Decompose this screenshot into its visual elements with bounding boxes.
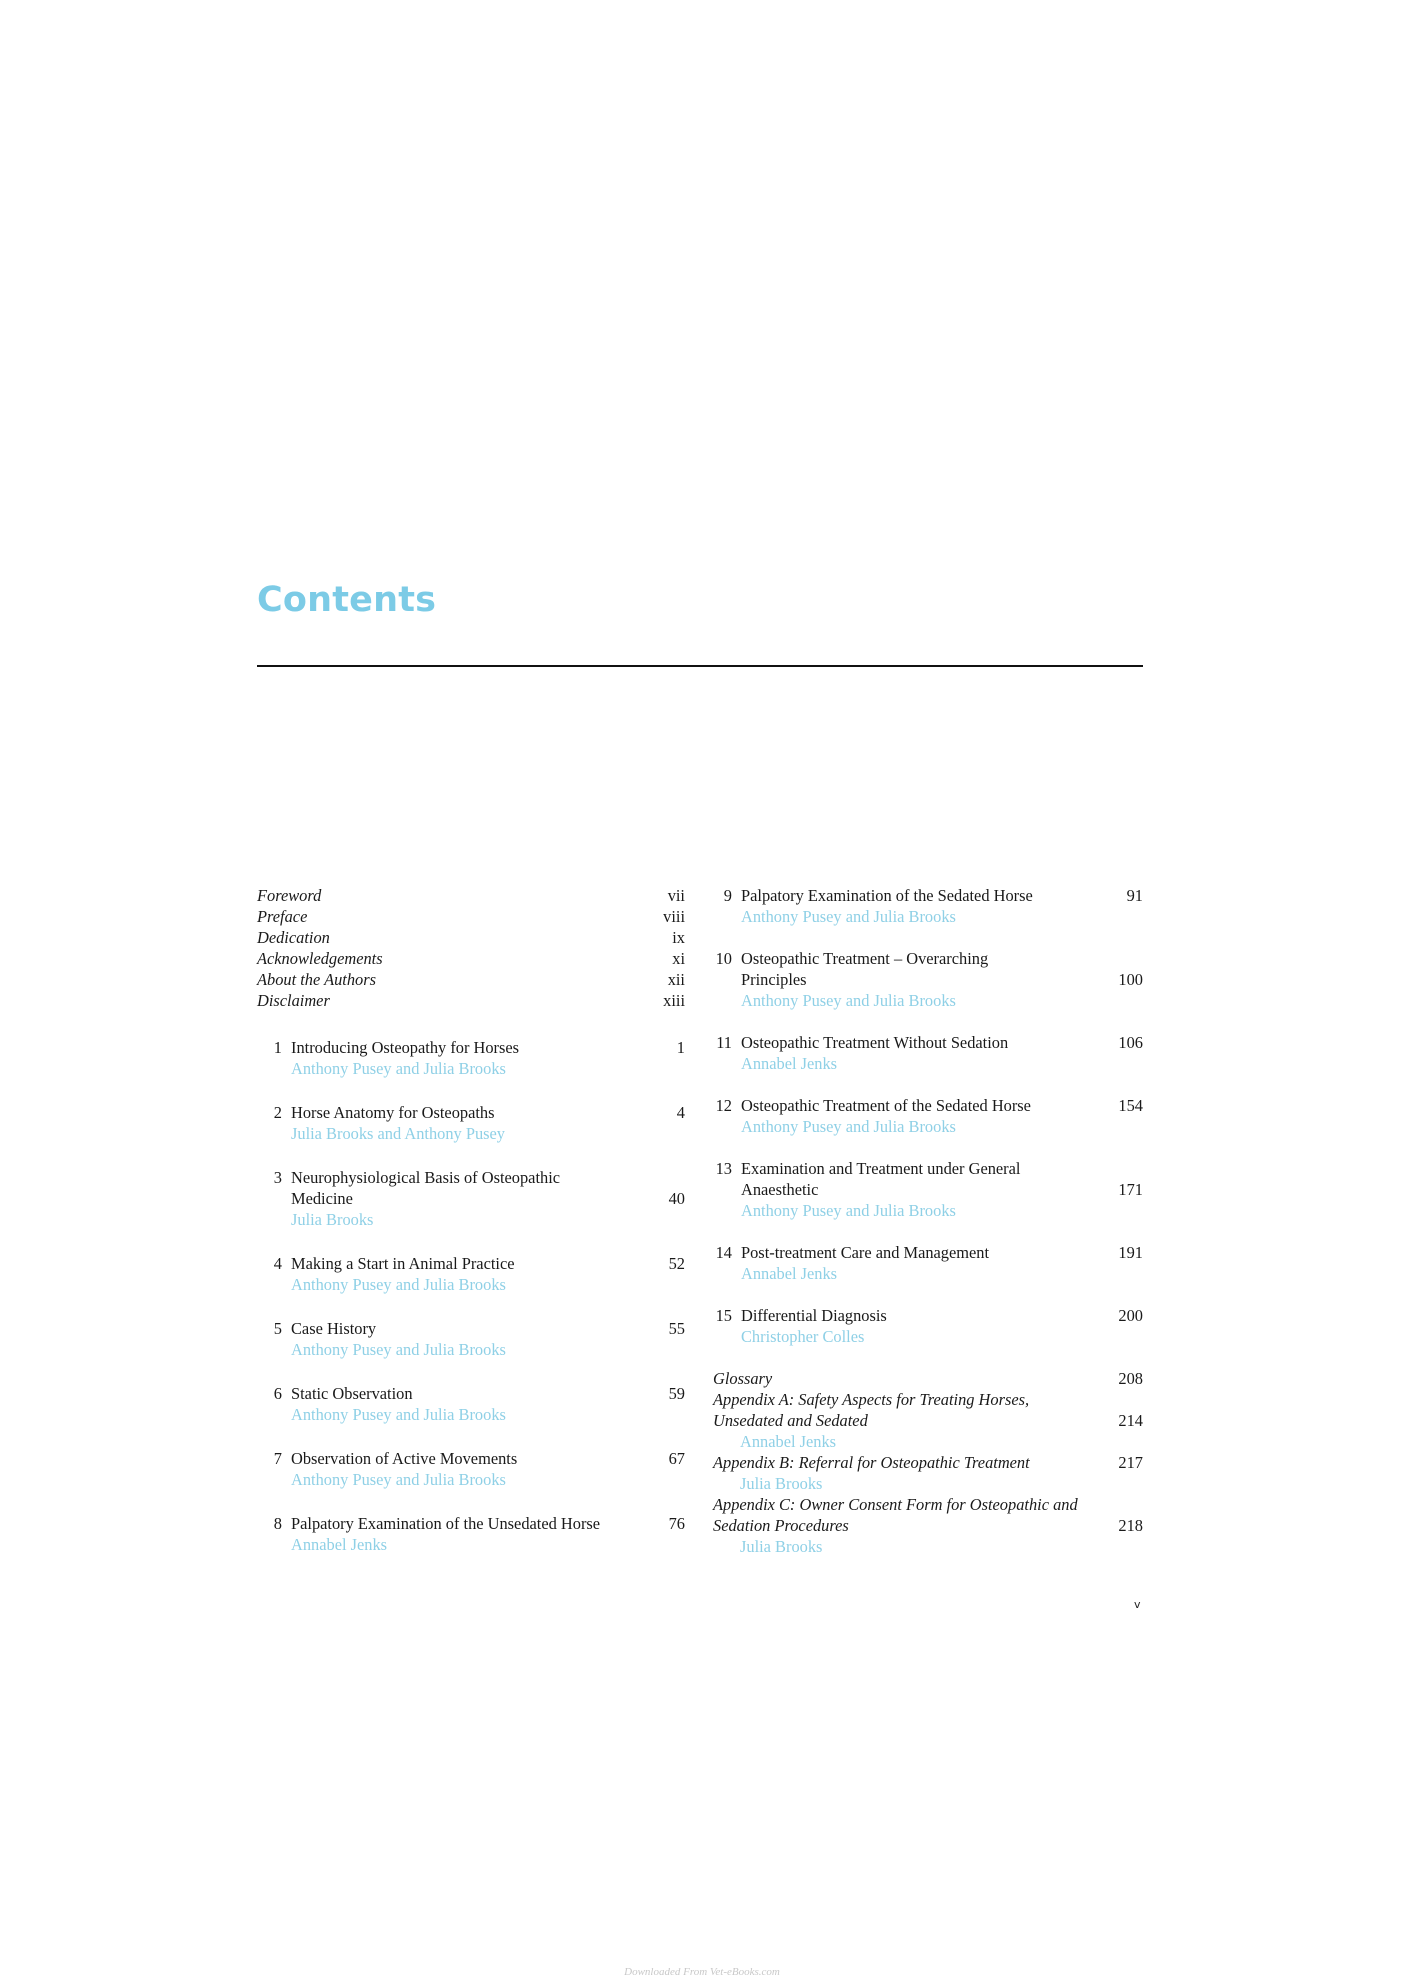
chapter-author: Annabel Jenks: [741, 1264, 838, 1283]
page-number: viii: [663, 907, 685, 926]
entry-label: Appendix A: Safety Aspects for Treating Horses, Unsedated and Sedated: [713, 1390, 1030, 1430]
toc-chapter-entry[interactable]: [257, 1253, 685, 1295]
toc-chapter-entry[interactable]: [257, 1037, 685, 1079]
chapter-author: Anthony Pusey and Julia Brooks: [291, 1470, 506, 1489]
page-number: xii: [667, 970, 685, 989]
toc-back-entry[interactable]: [713, 1452, 1143, 1494]
chapter-title: Differential Diagnosis: [741, 1306, 887, 1325]
chapter-title: Palpatory Examination of the Sedated Horse: [741, 886, 1033, 905]
page-number: xiii: [663, 991, 685, 1010]
page-number: ix: [672, 928, 685, 947]
toc-chapter-entry[interactable]: [257, 1448, 685, 1490]
title-rule: [257, 665, 1143, 667]
page-number: 154: [1118, 1096, 1143, 1115]
toc-front-entry[interactable]: [257, 927, 685, 948]
toc-chapter-entry[interactable]: [257, 1167, 685, 1230]
chapter-number: 1: [273, 1038, 282, 1057]
entry-label: Dedication: [257, 928, 330, 947]
toc-front-entry[interactable]: [257, 885, 685, 906]
chapter-number: 10: [715, 949, 732, 968]
page-number: 200: [1118, 1306, 1143, 1325]
chapter-title: Making a Start in Animal Practice: [291, 1254, 515, 1273]
chapter-title: Osteopathic Treatment of the Sedated Horse: [741, 1096, 1031, 1115]
chapter-author: Anthony Pusey and Julia Brooks: [291, 1340, 506, 1359]
entry-label: Appendix C: Owner Consent Form for Osteopathic and Sedation Procedures: [713, 1495, 1078, 1535]
toc-chapter-entry[interactable]: [713, 1032, 1143, 1074]
front-matter-list: [257, 885, 685, 1011]
page-number: 55: [668, 1319, 685, 1338]
toc-chapter-entry[interactable]: [713, 1158, 1143, 1221]
chapter-author: Anthony Pusey and Julia Brooks: [291, 1275, 506, 1294]
chapter-author: Anthony Pusey and Julia Brooks: [741, 907, 956, 926]
page-number: 214: [1118, 1411, 1143, 1430]
back-matter-list: [713, 1368, 1143, 1557]
page-number: 4: [676, 1103, 685, 1122]
page-number: 100: [1118, 970, 1143, 989]
toc-chapter-entry[interactable]: [257, 1102, 685, 1144]
chapter-number: 4: [273, 1254, 282, 1273]
chapter-number: 8: [273, 1514, 282, 1533]
page-number: 67: [668, 1449, 685, 1468]
toc-front-entry[interactable]: [257, 969, 685, 990]
entry-label: Glossary: [713, 1369, 773, 1388]
entry-author: Julia Brooks: [740, 1474, 823, 1493]
download-watermark: Downloaded From Vet-eBooks.com: [624, 1966, 780, 1978]
chapter-author: Christopher Colles: [741, 1327, 865, 1346]
page-number: 1: [676, 1038, 685, 1057]
toc-back-entry[interactable]: [713, 1494, 1143, 1557]
chapter-number: 2: [273, 1103, 282, 1122]
chapter-number: 3: [273, 1168, 282, 1187]
page-folio: v: [1134, 1598, 1141, 1611]
toc-chapter-entry[interactable]: [257, 1318, 685, 1360]
chapter-title: Case History: [291, 1319, 377, 1338]
page-title: Contents: [257, 580, 437, 620]
toc-chapter-entry[interactable]: [713, 885, 1143, 927]
toc-chapter-entry[interactable]: [713, 1242, 1143, 1284]
entry-label: Acknowledgements: [257, 949, 383, 968]
toc-chapter-entry[interactable]: [713, 1305, 1143, 1347]
page-number: 208: [1118, 1369, 1143, 1388]
chapter-number: 11: [716, 1033, 732, 1052]
entry-author: Annabel Jenks: [740, 1432, 837, 1451]
entry-label: About the Authors: [257, 970, 376, 989]
chapter-title: Introducing Osteopathy for Horses: [291, 1038, 520, 1057]
chapter-author: Anthony Pusey and Julia Brooks: [291, 1405, 506, 1424]
chapter-number: 6: [273, 1384, 282, 1403]
chapter-title: Osteopathic Treatment Without Sedation: [741, 1033, 1009, 1052]
page-number: 76: [668, 1514, 685, 1533]
entry-label: Disclaimer: [257, 991, 330, 1010]
toc-chapter-entry[interactable]: [713, 948, 1143, 1011]
chapter-author: Anthony Pusey and Julia Brooks: [741, 1201, 956, 1220]
chapter-author: Anthony Pusey and Julia Brooks: [741, 1117, 956, 1136]
chapter-title: Examination and Treatment under General Anaesthetic: [741, 1159, 1021, 1199]
page-number: 40: [668, 1189, 685, 1208]
toc-left-column: [257, 885, 685, 1578]
toc-front-entry[interactable]: [257, 990, 685, 1011]
toc-front-entry[interactable]: [257, 948, 685, 969]
chapter-number: 5: [273, 1319, 282, 1338]
entry-label: Appendix B: Referral for Osteopathic Treatment: [713, 1453, 1030, 1472]
entry-author: Julia Brooks: [740, 1537, 823, 1556]
chapter-author: Annabel Jenks: [291, 1535, 388, 1554]
toc-right-column: [713, 885, 1143, 1557]
page-number: 171: [1118, 1180, 1143, 1199]
page-number: 59: [668, 1384, 685, 1403]
page-number: 91: [1126, 886, 1143, 905]
chapter-number: 12: [715, 1096, 732, 1115]
toc-back-entry[interactable]: [713, 1389, 1143, 1452]
page-number: 218: [1118, 1516, 1143, 1535]
entry-label: Foreword: [257, 886, 322, 905]
chapter-number: 7: [273, 1449, 282, 1468]
chapter-title: Horse Anatomy for Osteopaths: [291, 1103, 495, 1122]
chapter-number: 13: [715, 1159, 732, 1178]
chapter-title: Osteopathic Treatment – Overarching Principles: [741, 949, 989, 989]
toc-chapter-entry[interactable]: [257, 1383, 685, 1425]
chapter-number: 15: [715, 1306, 732, 1325]
page-number: 217: [1118, 1453, 1143, 1472]
chapter-author: Julia Brooks: [291, 1210, 374, 1229]
chapter-author: Anthony Pusey and Julia Brooks: [741, 991, 956, 1010]
page-number: xi: [672, 949, 685, 968]
toc-chapter-entry[interactable]: [713, 1095, 1143, 1137]
page-number: 52: [668, 1254, 685, 1273]
chapter-author: Anthony Pusey and Julia Brooks: [291, 1059, 506, 1078]
toc-back-entry[interactable]: [713, 1368, 1143, 1389]
chapter-number: 14: [715, 1243, 732, 1262]
chapter-title: Static Observation: [291, 1384, 413, 1403]
toc-front-entry[interactable]: [257, 906, 685, 927]
entry-label: Preface: [257, 907, 308, 926]
chapter-number: 9: [723, 886, 732, 905]
page-number: 191: [1118, 1243, 1143, 1262]
chapter-author: Julia Brooks and Anthony Pusey: [291, 1124, 505, 1143]
page-number: vii: [667, 886, 685, 905]
chapter-author: Annabel Jenks: [741, 1054, 838, 1073]
chapter-title: Post-treatment Care and Management: [741, 1243, 990, 1262]
chapter-title: Neurophysiological Basis of Osteopathic Medicine: [291, 1168, 561, 1208]
chapter-title: Observation of Active Movements: [291, 1449, 518, 1468]
page-number: 106: [1118, 1033, 1143, 1052]
toc-chapter-entry[interactable]: [257, 1513, 685, 1555]
chapter-title: Palpatory Examination of the Unsedated Horse: [291, 1514, 601, 1533]
